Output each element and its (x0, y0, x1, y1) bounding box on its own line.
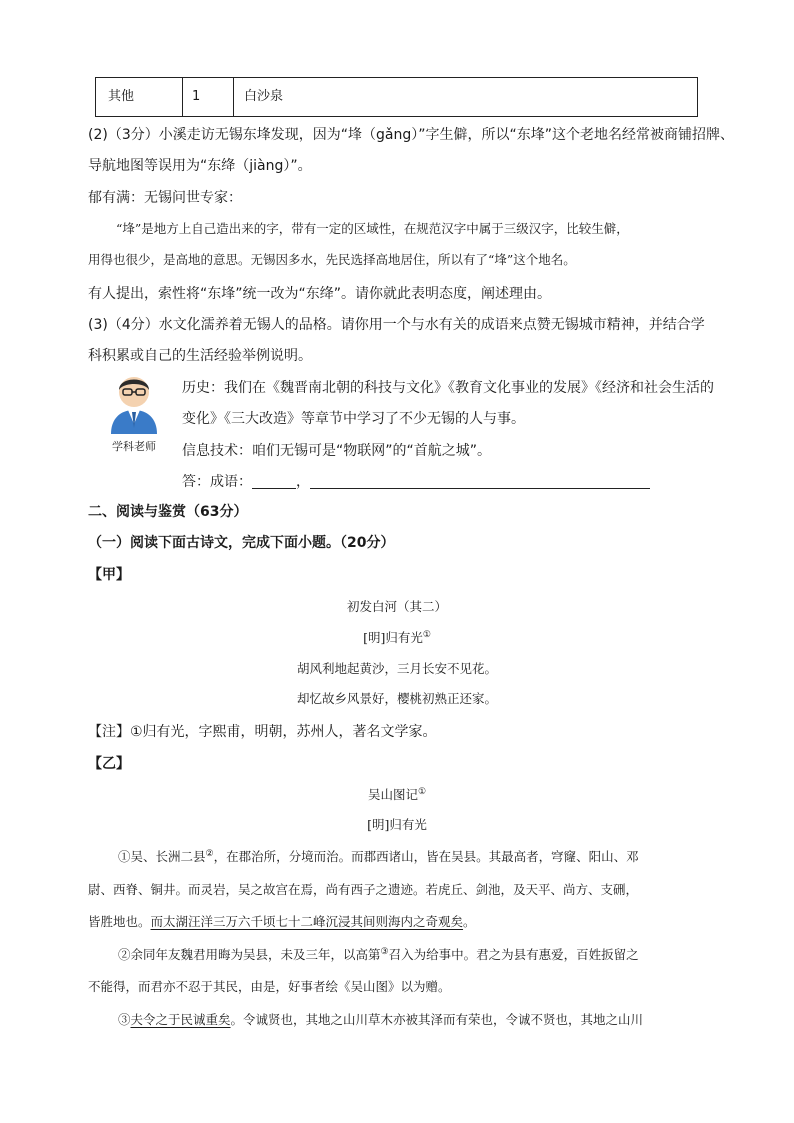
label-jia: 【甲】 (88, 567, 130, 583)
footnote-marker: ② (205, 848, 214, 859)
answer-separator: ， (296, 474, 310, 490)
q3-history-line1: 历史：我们在《魏晋南北朝的科技与文化》《教育文化事业的发展》《经济和社会生活的 (182, 380, 714, 396)
q2-quote-line2: 用得也很少，是高地的意思。无锡因多水，先民选择高地居住，所以有了“埄”这个地名。 (88, 252, 576, 267)
q3-line2: 科积累或自己的生活经验举例说明。 (88, 348, 312, 364)
teacher-icon (97, 368, 171, 436)
q3-history-line2: 变化》《三大改造》等章节中学习了不少无锡的人与事。 (182, 411, 525, 427)
essay-p3-line1: ③夫令之于民诚重矣。令诚贤也，其地之山川草木亦被其泽而有荣也，令诚不贤也，其地之山川 (118, 1012, 644, 1027)
teacher-label: 学科老师 (112, 440, 156, 453)
q2-line2: 导航地图等误用为“东绛（jiàng）”。 (88, 158, 312, 174)
q2-quote-line1: “埄”是地方上自己造出来的字，带有一定的区域性，在规范汉字中属于三级汉字，比较生僻， (116, 221, 629, 236)
poem-note: 【注】①归有光，字熙甫，明朝，苏州人，著名文学家。 (88, 724, 437, 740)
q3-it-line: 信息技术：咱们无锡可是“物联网”的“首航之城”。 (182, 443, 492, 459)
footnote-marker: ③ (380, 946, 389, 957)
essay-p1-line3: 皆胜地也。而太湖汪洋三万六千顷七十二峰沉浸其间则海内之奇观矣。 (88, 914, 476, 929)
poem-line1: 胡风利地起黄沙，三月长安不见花。 (296, 661, 497, 676)
footnote-marker: ① (422, 629, 431, 640)
q2-line1: (2)（3分）小溪走访无锡东埄发现，因为“埄（gǎng）”字生僻，所以“东埄”这个老地名经常被商铺招牌、 (88, 127, 734, 143)
q3-line1: (3)（4分）水文化濡养着无锡人的品格。请你用一个与水有关的成语来点赞无锡城市精神，并结合学 (88, 317, 705, 333)
label-yi: 【乙】 (88, 756, 130, 772)
teacher-avatar (97, 368, 171, 460)
essay-p2-line1: ②余同年友魏君用晦为吴县，未及三年，以高第③召入为给事中。君之为县有惠爱，百姓扳留之 (118, 946, 639, 962)
underlined-sentence: 而太湖汪洋三万六千顷七十二峰沉浸其间则海内之奇观矣 (150, 914, 464, 929)
essay-author: [明]归有光 (367, 817, 427, 832)
table-cell-count: 1 (192, 89, 201, 104)
data-table (95, 77, 698, 117)
essay-p1-line2: 尉、西脊、铜井。而灵岩，吴之故宫在焉，尚有西子之遗迹。若虎丘、剑池，及天平、尚方、支硎， (88, 882, 639, 897)
table-cell-category: 其他 (108, 89, 135, 104)
footnote-marker: ① (417, 786, 427, 797)
table-cell-name: 白沙泉 (244, 89, 284, 104)
q3-answer-line (182, 471, 650, 491)
section-title: 二、阅读与鉴赏（63分） (88, 504, 248, 520)
q2-prompt: 有人提出，索性将“东埄”统一改为“东绛”。请你就此表明态度，阐述理由。 (88, 286, 552, 302)
essay-p2-line2: 不能得，而君亦不忍于其民，由是，好事者绘《吴山图》以为赠。 (88, 979, 451, 994)
poem-title: 初发白河（其二） (346, 599, 447, 614)
essay-p1-line1: ①吴、长洲二县②，在郡治所，分境而治。而郡西诸山，皆在吴县。其最高者，穹窿、阳山、邓 (118, 848, 639, 864)
table-divider (182, 78, 183, 116)
answer-prefix: 答：成语： (182, 474, 252, 490)
poem-author: [明]归有光① (363, 629, 431, 645)
poem-line2: 却忆故乡风景好，樱桃初熟正还家。 (296, 691, 497, 706)
explanation-blank[interactable] (310, 474, 650, 489)
underlined-sentence: 夫令之于民诚重矣 (130, 1012, 231, 1027)
q2-expert-label: 郁有满：无锡问世专家： (88, 190, 242, 206)
idiom-blank[interactable] (252, 474, 296, 489)
essay-title: 吴山图记① (367, 786, 427, 802)
table-divider (233, 78, 234, 116)
subsection-title: （一）阅读下面古诗文，完成下面小题。（20分） (88, 535, 395, 551)
